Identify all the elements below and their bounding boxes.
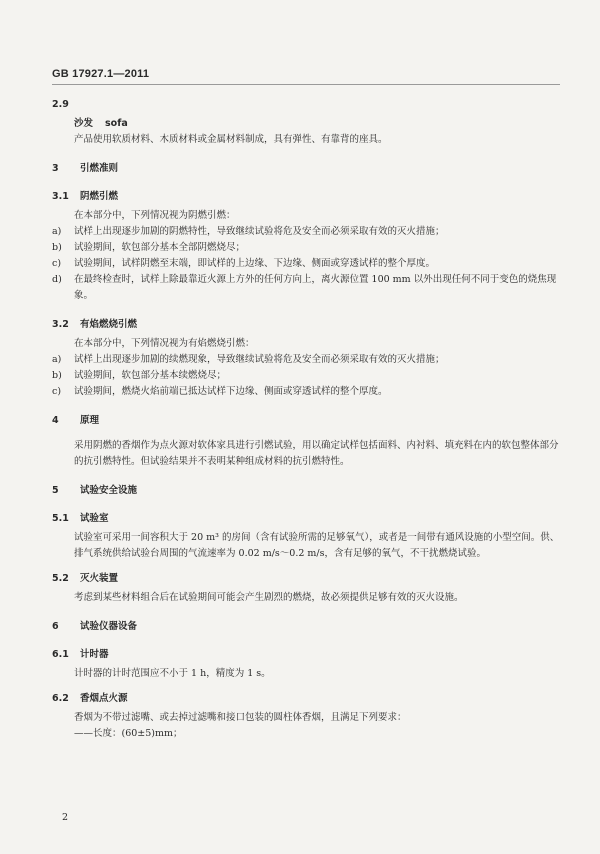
- clause-intro: 在本部分中，下列情况视为阴燃引燃：: [74, 210, 236, 221]
- clause-5-1-heading: [52, 512, 560, 526]
- clause-6-heading: [52, 620, 560, 634]
- clause-text: 考虑到某些材料组合后在试验期间可能会产生剧烈的燃烧，故必须提供足够有效的灭火设施。: [74, 592, 464, 603]
- clause-number: 5: [52, 485, 59, 496]
- term-zh: 沙发: [74, 118, 94, 129]
- item-text: 在最终检查时，试样上除最靠近火源上方外的任何方向上，离火源位置 100 mm 以外出现任何不同于变色的烧焦现象。: [74, 274, 557, 301]
- list-item: [52, 352, 560, 368]
- list-item: [52, 240, 560, 256]
- clause-title: 灭火装置: [80, 573, 119, 584]
- list-item: [52, 272, 560, 304]
- clause-5-heading: [52, 484, 560, 498]
- requirement-bullet: ——长度：(60±5)mm；: [74, 728, 183, 739]
- clause-number: 3.2: [52, 319, 69, 330]
- clause-number: 5.1: [52, 513, 69, 524]
- clause-title: 试验室: [80, 513, 109, 524]
- standard-code-header: GB 17927.1—2011: [52, 68, 150, 80]
- clause-title: 原理: [80, 415, 100, 426]
- clause-intro: 在本部分中，下列情况视为有焰燃烧引燃：: [74, 338, 255, 349]
- clause-3-1-heading: [52, 190, 560, 204]
- clause-number: 6.2: [52, 693, 69, 704]
- clause-6-2-heading: [52, 692, 560, 706]
- item-label: a): [52, 354, 62, 365]
- term-line: [52, 116, 560, 132]
- clause-number: 6: [52, 621, 59, 632]
- item-label: d): [52, 274, 62, 285]
- item-text: 试样上出现逐步加剧的续燃现象，导致继续试验将危及安全而必须采取有效的灭火措施；: [74, 354, 445, 365]
- item-label: c): [52, 258, 62, 269]
- term-definition: 产品使用软质材料、木质材料或金属材料制成，具有弹性、有靠背的座具。: [74, 134, 388, 145]
- clause-text: 采用阴燃的香烟作为点火源对软体家具进行引燃试验，用以确定试样包括面料、内衬料、填充料在内的软包整体部分的抗引燃特性。但试验结果并不表明某种组成材料的抗引燃特性。: [74, 440, 559, 467]
- page-number: 2: [62, 812, 69, 823]
- term-en: sofa: [105, 118, 128, 129]
- clause-title: 香烟点火源: [80, 693, 128, 704]
- clause-text: 试验室可采用一间容积大于 20 m³ 的房间（含有试验所需的足够氧气），或者是一间带有通风设施的小型空间。供、排气系统供给试验台周围的气流速率为 0.02 m/s～0.2 m/s，含有足够的氧气，不干扰燃烧试验。: [74, 532, 560, 559]
- item-text: 试验期间，软包部分基本续燃烧尽；: [74, 370, 227, 381]
- item-label: b): [52, 242, 62, 253]
- clause-title: 试验仪器设备: [80, 621, 138, 632]
- list-item: [52, 256, 560, 272]
- header-rule: [52, 84, 560, 85]
- item-text: 试样上出现逐步加剧的阴燃特性，导致继续试验将危及安全而必须采取有效的灭火措施；: [74, 226, 445, 237]
- item-label: a): [52, 226, 62, 237]
- clause-6-1-heading: [52, 648, 560, 662]
- clause-title: 有焰燃烧引燃: [80, 319, 138, 330]
- item-text: 试验期间，燃烧火焰前端已抵达试样下边缘、侧面或穿透试样的整个厚度。: [74, 386, 388, 397]
- item-label: b): [52, 370, 62, 381]
- clause-number: 4: [52, 415, 59, 426]
- clause-3-2-heading: [52, 318, 560, 332]
- list-item: [52, 384, 560, 400]
- clause-number: 5.2: [52, 573, 69, 584]
- clause-title: 阴燃引燃: [80, 191, 119, 202]
- clause-3-heading: [52, 162, 560, 176]
- clause-4-heading: [52, 414, 560, 428]
- clause-number: 2.9: [52, 99, 69, 110]
- clause-2-9-heading: [52, 98, 560, 112]
- clause-number: 3: [52, 163, 59, 174]
- clause-number: 6.1: [52, 649, 69, 660]
- clause-text: 香烟为不带过滤嘴、或去掉过滤嘴和接口包装的圆柱体香烟，且满足下列要求：: [74, 712, 407, 723]
- clause-title: 试验安全设施: [80, 485, 138, 496]
- list-item: [52, 224, 560, 240]
- item-label: c): [52, 386, 62, 397]
- clause-title: 计时器: [80, 649, 109, 660]
- clause-number: 3.1: [52, 191, 69, 202]
- list-item: [52, 368, 560, 384]
- item-text: 试验期间，试样阴燃至末端，即试样的上边缘、下边缘、侧面或穿透试样的整个厚度。: [74, 258, 436, 269]
- clause-text: 计时器的计时范围应不小于 1 h，精度为 1 s。: [74, 668, 271, 679]
- clause-5-2-heading: [52, 572, 560, 586]
- clause-title: 引燃准则: [80, 163, 119, 174]
- document-body: [52, 98, 560, 742]
- item-text: 试验期间，软包部分基本全部阴燃烧尽；: [74, 242, 246, 253]
